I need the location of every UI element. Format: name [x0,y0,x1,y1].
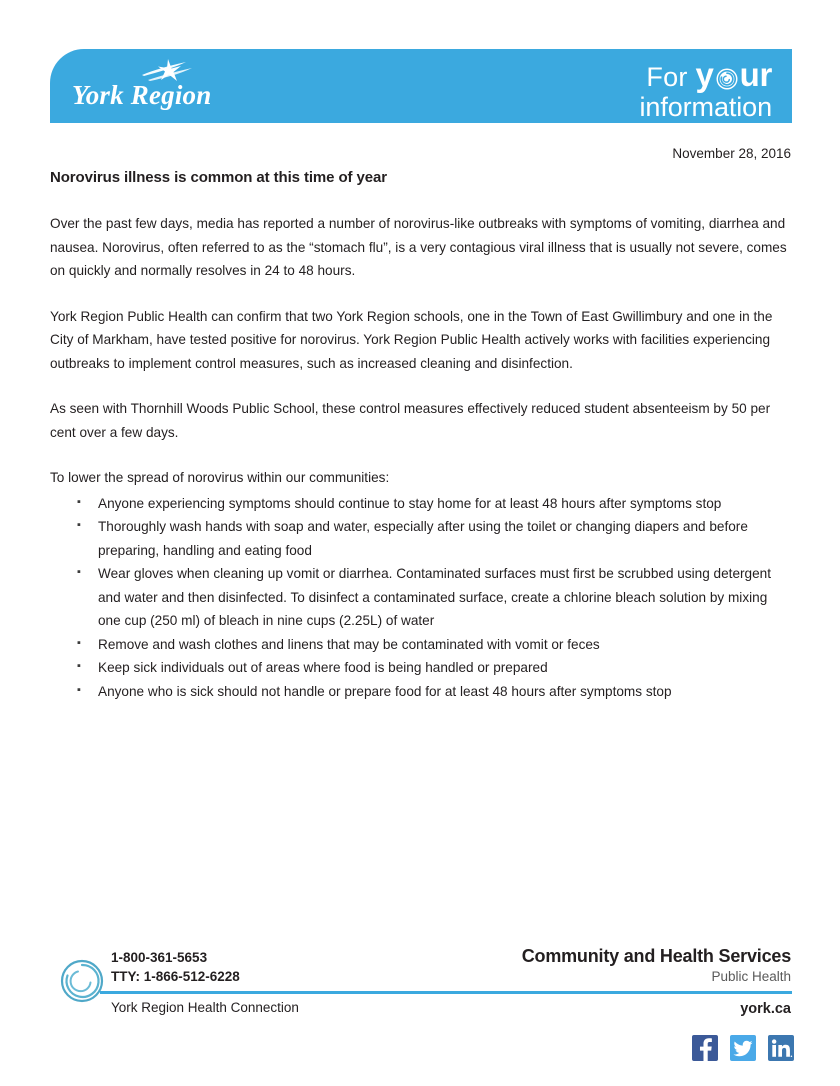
list-lead-in: To lower the spread of norovirus within our communities: [50,470,390,485]
facebook-icon[interactable] [692,1035,718,1061]
division-name: Public Health [711,969,791,984]
document-body [50,212,792,703]
list-item: ▪ Wear gloves when cleaning up vomit or diarrhea. Contaminated surfaces must first be scrubbed using detergent and water and then disinfected. To disinfect a contaminated surface, create a chlorine bleach solution by mixing one cup (250 ml) of bleach in nine cups (2.25L) of water [50,562,792,633]
tty-number: TTY: 1-866-512-6228 [111,969,240,984]
paragraph: Over the past few days, media has reported a number of norovirus-like outbreaks with symptoms of vomiting, diarrhea and nausea. Norovirus, often referred to as the “stomach flu”, is a very contagious viral illness that is usually not severe, comes on quickly and normally resolves in 24 to 48 hours. [50,216,787,278]
header-banner [50,49,792,123]
list-item: ▪ Remove and wash clothes and linens that may be contaminated with vomit or feces [50,633,792,657]
list-item: ▪ Thoroughly wash hands with soap and water, especially after using the toilet or changing diapers and before preparing, handling and eating food [50,515,792,562]
department-name: Community and Health Services [521,946,791,966]
list-item: ▪ Keep sick individuals out of areas where food is being handled or prepared [50,656,792,680]
contact-numbers [111,948,240,986]
linkedin-icon[interactable] [768,1035,794,1061]
swirl-o-icon [715,63,739,87]
fyi-for-text: For [646,62,688,92]
fyi-information-text: information [639,92,772,122]
paragraph: York Region Public Health can confirm that two York Region schools, one in the Town of East Gwillimbury and one in the City of Markham, have tested positive for norovirus. York Region Public Health actively works with facilities experiencing outbreaks to implement control measures, such as increased cleaning and disinfection. [50,308,773,371]
health-connection-label: York Region Health Connection [111,1000,299,1015]
list-item: ▪ Anyone experiencing symptoms should continue to stay home for at least 48 hours after symptoms stop [50,492,792,516]
prevention-tips-list [50,492,792,704]
website-url: york.ca [740,1001,791,1017]
list-item: ▪ Anyone who is sick should not handle or prepare food for at least 48 hours after symptoms stop [50,680,792,704]
health-connection-swirl-icon [57,955,107,1010]
twitter-icon[interactable] [730,1035,756,1061]
footer-divider [100,991,792,994]
fyi-your-ur: ur [739,56,772,93]
for-your-information-lockup [640,58,772,121]
social-links [692,1035,794,1061]
paragraph: As seen with Thornhill Woods Public School, these control measures effectively reduced student absenteeism by 50 per cent over a few days. [50,401,771,440]
page-title: Norovirus illness is common at this time of year [50,169,387,186]
phone-number: 1-800-361-5653 [111,950,208,965]
york-region-logo [72,57,312,117]
document-date: November 28, 2016 [672,146,791,161]
fyi-your-y: y [695,56,714,93]
brand-name: York Region [72,80,212,110]
